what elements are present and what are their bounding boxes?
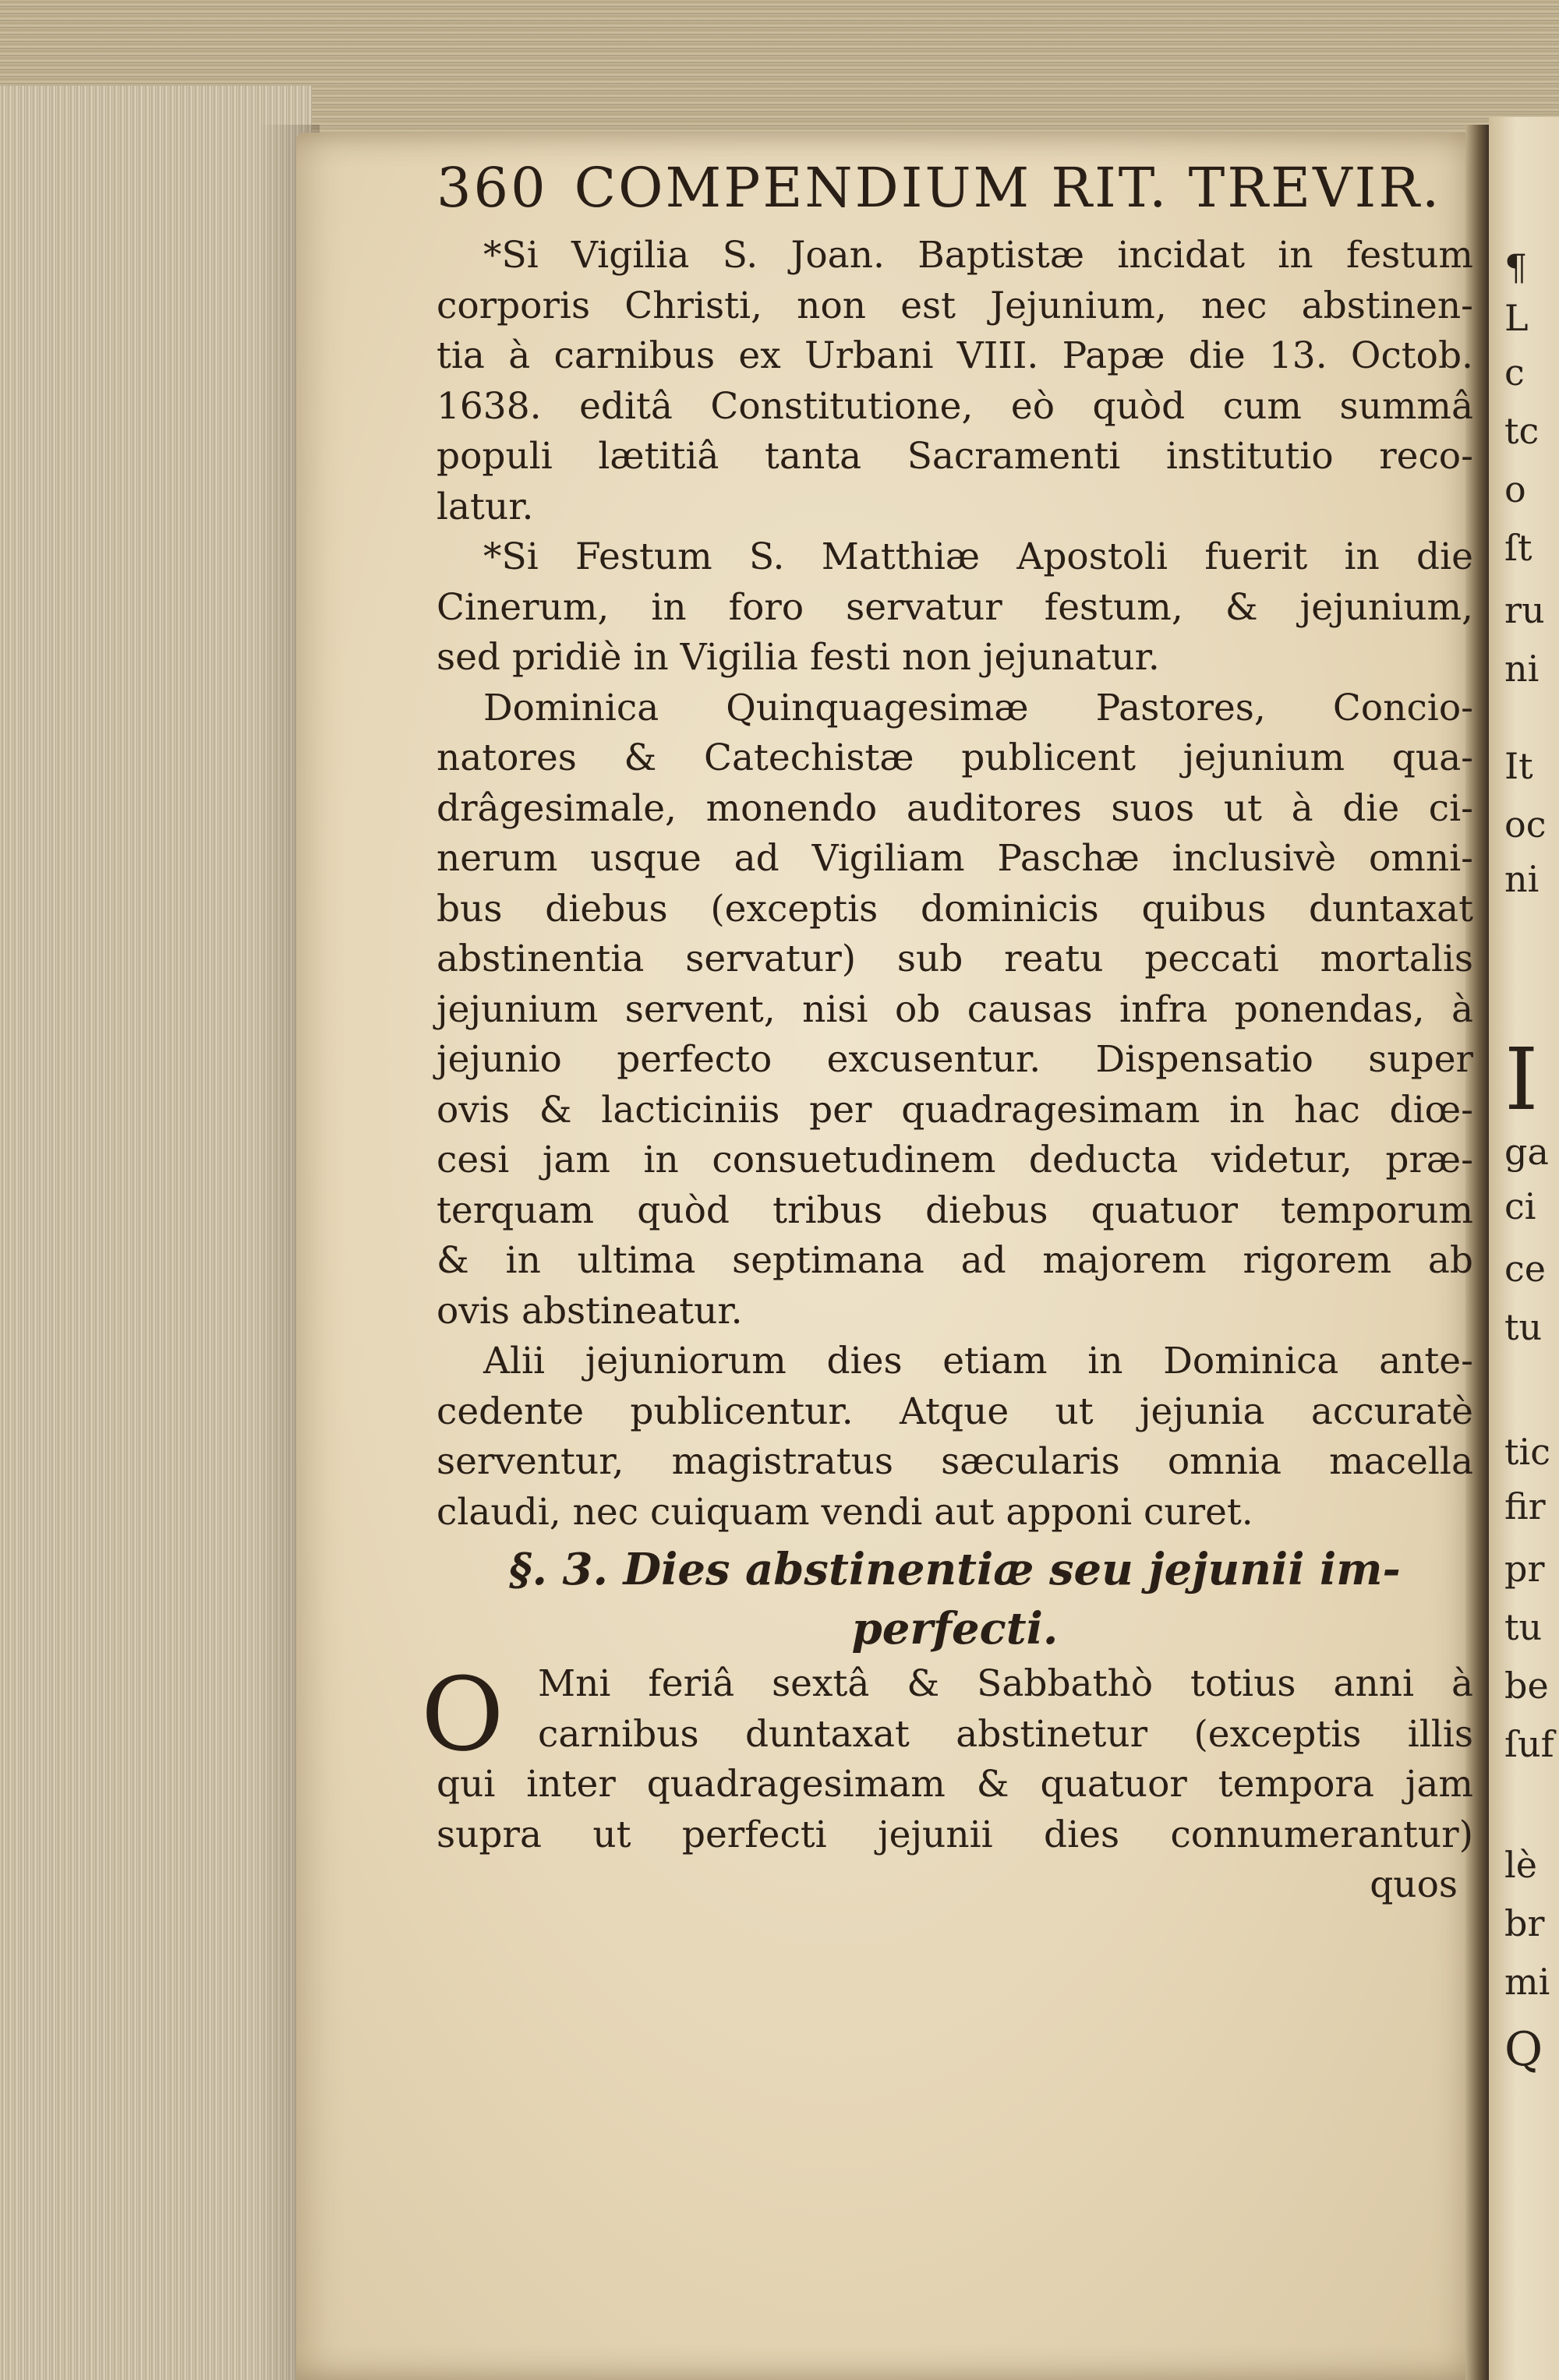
text-line: Dominica Quinquagesimæ Pastores, Concio- [483, 686, 1473, 729]
facing-page-fragment: tu [1504, 1606, 1543, 1648]
facing-page-fragment: ſt [1504, 527, 1532, 569]
text-line: 1638. editâ Constitutione, eò quòd cum summâ [437, 384, 1473, 428]
facing-page-fragment: ¶ [1504, 246, 1528, 288]
text-line: carnibus duntaxat abstinetur (exceptis illis [538, 1712, 1473, 1756]
text-line: bus diebus (exceptis dominicis quibus duntaxat [437, 887, 1473, 930]
catchword: quos [1370, 1863, 1458, 1906]
text-line: populi lætitiâ tanta Sacramenti institutio reco- [437, 435, 1473, 478]
text-line: natores & Catechistæ publicent jejunium qua- [437, 736, 1473, 779]
text-line: ovis & lacticiniis per quadragesimam in hac diœ- [437, 1088, 1473, 1132]
facing-page-fragment: L [1504, 297, 1529, 339]
paragraph-omni-feria [421, 1655, 1473, 1860]
running-head-title: COMPENDIUM RIT. TREVIR. [574, 156, 1442, 220]
section-heading-continued: perfecti. [851, 1603, 1059, 1654]
facing-page-fragment: c [1504, 351, 1525, 394]
text-line: jejunio perfecto excusentur. Dispensatio super [437, 1038, 1473, 1081]
facing-page-fragment: o [1504, 468, 1526, 510]
facing-page-fragment: ci [1504, 1185, 1536, 1227]
facing-page-fragment: Q [1504, 2022, 1543, 2077]
page-number: 360 [437, 156, 548, 220]
paragraph-alii-jejuniorum [437, 1337, 1473, 1538]
text-line: supra ut perfecti jejunii dies connumerantur) [437, 1813, 1473, 1856]
text-line: corporis Christi, non est Jejunium, nec abstinen- [437, 284, 1473, 327]
facing-page-fragment: tic [1504, 1431, 1550, 1473]
text-line: & in ultima septimana ad majorem rigorem ab [437, 1239, 1473, 1282]
drop-cap-initial: O [421, 1655, 504, 1774]
text-line: *Si Festum S. Matthiæ Apostoli fuerit in die [483, 535, 1473, 578]
facing-page-fragment: ni [1504, 858, 1540, 900]
text-line: jejunium servent, nisi ob causas infra ponendas, à [437, 987, 1473, 1031]
text-line: qui inter quadragesimam & quatuor tempora jam [437, 1763, 1473, 1806]
facing-page-fragment: ru [1504, 589, 1545, 631]
running-header [437, 156, 1473, 220]
facing-page-fragment: tc [1504, 410, 1540, 452]
text-line: serventur, magistratus sæcularis omnia macella [437, 1440, 1473, 1483]
text-line: abstinentia servatur) sub reatu peccati mortalis [437, 938, 1473, 980]
facing-page-fragment: It [1504, 745, 1533, 787]
text-line: ovis abstineatur. [437, 1289, 743, 1333]
text-line: Cinerum, in foro servatur festum, & jejunium, [437, 585, 1473, 629]
facing-page-fragment: mi [1504, 1961, 1550, 2003]
facing-page-fragment: oc [1504, 803, 1547, 846]
paragraph-quinquagesima [437, 683, 1473, 1337]
facing-page-fragment: fir [1504, 1485, 1546, 1527]
text-line: *Si Vigilia S. Joan. Baptistæ incidat in festum [483, 234, 1473, 277]
facing-page-fragment: br [1504, 1902, 1545, 1944]
facing-page-fragment: ſuf [1504, 1723, 1554, 1765]
section-heading: §. 3. Dies abstinentiæ seu jejunii im- [509, 1544, 1401, 1595]
text-line: Alii jejuniorum dies etiam in Dominica ante- [483, 1340, 1473, 1382]
facing-page-fragment: ni [1504, 648, 1540, 690]
text-line: claudi, nec cuiquam vendi aut apponi curet. [437, 1490, 1253, 1534]
facing-page-fragment: ce [1504, 1248, 1546, 1290]
text-line: nerum usque ad Vigiliam Paschæ inclusivè omni- [437, 837, 1473, 880]
text-line: cedente publicentur. Atque ut jejunia accuratè [437, 1390, 1473, 1433]
text-line: cesi jam in consuetudinem deducta videtur, præ- [437, 1139, 1473, 1181]
facing-page-fragment: be [1504, 1665, 1549, 1707]
text-line: drâgesimale, monendo auditores suos ut à die ci- [437, 786, 1473, 830]
paragraph-matthiae [437, 532, 1473, 683]
page-text [421, 156, 1473, 1911]
paragraph-vigilia [437, 231, 1473, 532]
text-line: terquam quòd tribus diebus quatuor temporum [437, 1188, 1473, 1232]
text-line: tia à carnibus ex Urbani VIII. Papæ die 13. Octob. [437, 334, 1473, 377]
text-line: Mni feriâ sextâ & Sabbathò totius anni à [538, 1662, 1473, 1705]
facing-page-fragment: tu [1504, 1306, 1543, 1348]
facing-page-fragment: pr [1504, 1548, 1545, 1590]
facing-page-fragment: I [1504, 1029, 1539, 1129]
text-line: latur. [437, 485, 534, 528]
text-line: sed pridiè in Vigilia festi non jejunatur. [437, 636, 1160, 679]
facing-page-fragment: ga [1504, 1131, 1549, 1173]
facing-page-fragment: lè [1504, 1844, 1537, 1886]
